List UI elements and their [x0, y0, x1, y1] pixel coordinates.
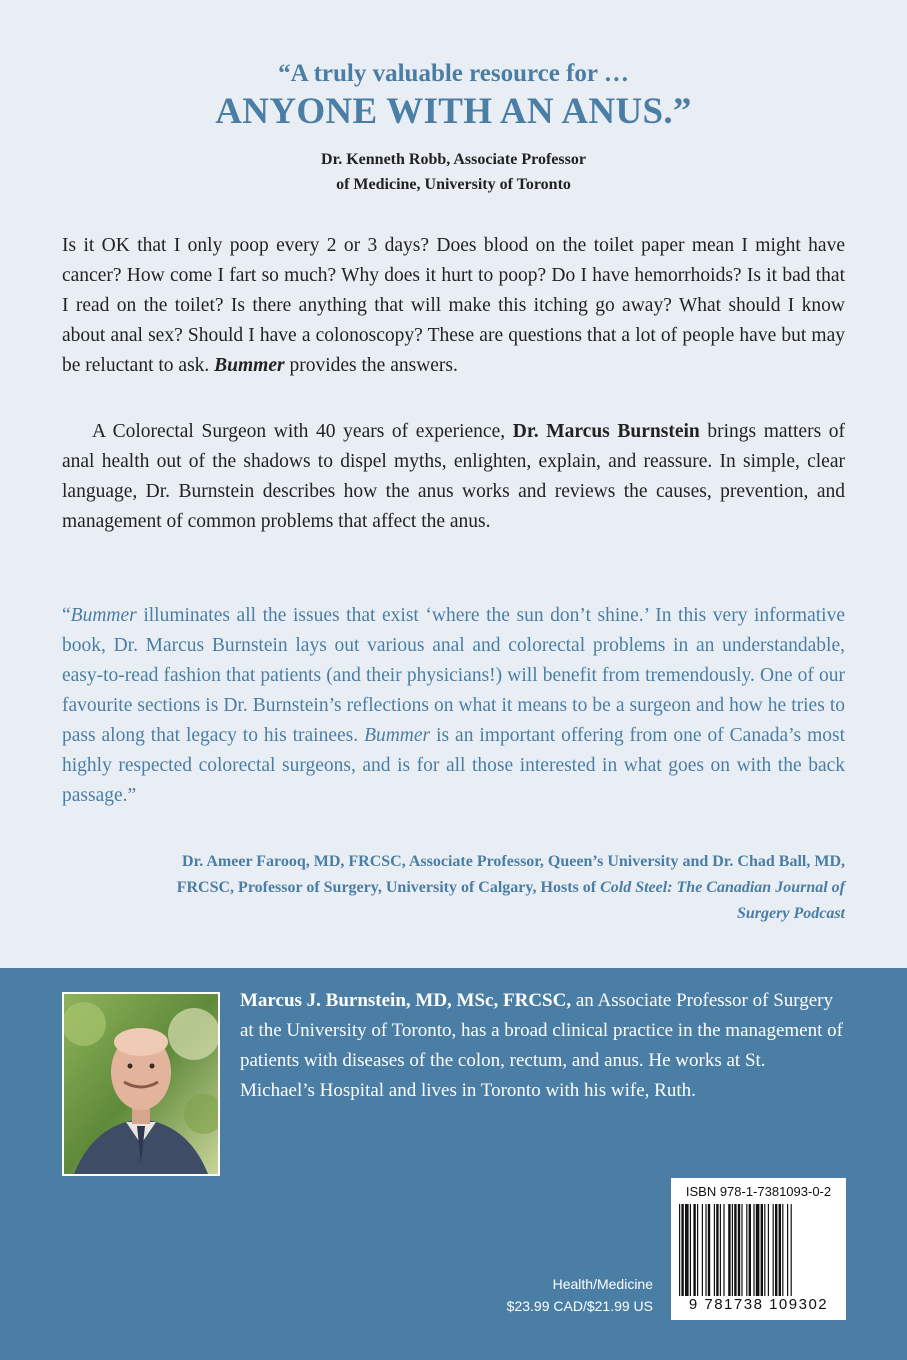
author-portrait-image [64, 994, 218, 1174]
barcode-bar [756, 1204, 760, 1296]
description-paragraph-2 [62, 417, 845, 537]
barcode-bar [705, 1204, 706, 1296]
barcode-bar [723, 1204, 724, 1296]
p2-author-name: Dr. Marcus Burnstein [512, 421, 700, 442]
barcode-bar [775, 1204, 777, 1296]
review-podcast-title: Cold Steel: The Canadian Journal of Surgery Podcast [600, 879, 845, 922]
barcode-bar [787, 1204, 788, 1296]
top-quote-line2: ANYONE WITH AN ANUS.” [215, 91, 692, 132]
p1-book-title: Bummer [214, 355, 285, 376]
top-quote-line1: “A truly valuable resource for … [278, 60, 629, 87]
description-paragraph-1 [62, 231, 845, 381]
barcode-bar [791, 1204, 792, 1296]
barcode-bar [693, 1204, 695, 1296]
review-text-a: illuminates all the issues that exist ‘where the sun don’t shine.’ In this very informative book, Dr. Marcus Burnstein lays out various anal and colorectal problems in an understandable, easy-to-read fashion that patients (and their physicians!) will benefit from tremendously. One of our favourite sections is Dr. Burnstein’s reflections on what it means to be a surgeon and how he tries to pass along that legacy to his trainees. [62, 605, 845, 746]
category-label: Health/Medicine [552, 1276, 653, 1292]
author-bio [240, 986, 845, 1106]
top-quote-attribution-line2: of Medicine, University of Toronto [336, 176, 571, 193]
review-open-mark: “ [62, 605, 71, 626]
isbn-barcode [671, 1178, 846, 1320]
barcode-bar [741, 1204, 742, 1296]
barcode-bar [746, 1204, 747, 1296]
review-attribution [145, 849, 845, 927]
p1-text: Is it OK that I only poop every 2 or 3 days? Does blood on the toilet paper mean I might have cancer? How come I fart so much? Why does it hurt to poop? Do I have hemorrhoids? Is it bad that I read on the toilet? Is there anything that will make this itching go away? What should I know about anal sex? Should I have a colonoscopy? These are questions that a lot of people have but may be reluctant to ask. [62, 235, 845, 376]
barcode-bar [681, 1204, 683, 1296]
bio-text: an Associate Professor of Surgery at the University of Toronto, has a broad clinical practice in the management of patients with diseases of the colon, rectum, and anus. He works at St. Michael’s Hospital and lives in Toronto with his wife, Ruth. [240, 990, 843, 1101]
barcode-bar [679, 1204, 680, 1296]
barcode-bar [749, 1204, 751, 1296]
barcode-bar [716, 1204, 718, 1296]
top-quote-attribution [0, 147, 907, 197]
barcode-bar [779, 1204, 781, 1296]
barcode-bar [768, 1204, 769, 1296]
p2-lead: A Colorectal Surgeon with 40 years of experience, [92, 421, 506, 442]
p2-rest: brings matters of anal health out of the shadows to dispel myths, enlighten, explain, and reassure. In simple, clear language, Dr. Burnstein describes how the anus works and reviews the causes, prevention, and management of common problems that affect the anus. [62, 421, 846, 532]
barcode-bar [773, 1204, 774, 1296]
barcode-bar [738, 1204, 740, 1296]
barcode-bar [720, 1204, 721, 1296]
barcode-bar [728, 1204, 730, 1296]
review-quote [62, 601, 845, 811]
price-label: $23.99 CAD/$21.99 US [506, 1298, 653, 1314]
top-quote-attribution-line1: Dr. Kenneth Robb, Associate Professor [321, 151, 586, 168]
isbn-label: ISBN 978-1-7381093-0-2 [685, 1184, 832, 1199]
barcode-bar [732, 1204, 733, 1296]
isbn-digits: 9 781738 109302 [671, 1296, 846, 1313]
barcode-bar [690, 1204, 691, 1296]
barcode-bar [702, 1204, 703, 1296]
barcode-bars [677, 1204, 840, 1296]
review-attribution-text: Dr. Ameer Farooq, MD, FRCSC, Associate Professor, Queen’s University and Dr. Chad Ball, MD, FRCSC, Professor of Surgery, University of Calgary, Hosts of [176, 853, 845, 896]
barcode-bar [782, 1204, 783, 1296]
barcode-bar [761, 1204, 763, 1296]
barcode-bar [697, 1204, 698, 1296]
barcode-bar [714, 1204, 715, 1296]
review-title-2: Bummer [364, 725, 431, 746]
review-text-b: is an important offering from one of Canada’s most highly respected colorectal surgeons, and is for all those interested in what goes on with the back passage.” [62, 725, 846, 806]
barcode-bar [764, 1204, 765, 1296]
bio-author-name: Marcus J. Burnstein, MD, MSc, FRCSC, [240, 990, 572, 1011]
review-title-1: Bummer [70, 605, 137, 626]
barcode-bar [753, 1204, 754, 1296]
barcode-bar [685, 1204, 689, 1296]
p1-tail: provides the answers. [289, 355, 458, 376]
author-photo [62, 992, 220, 1176]
barcode-bar [708, 1204, 710, 1296]
barcode-bar [734, 1204, 736, 1296]
